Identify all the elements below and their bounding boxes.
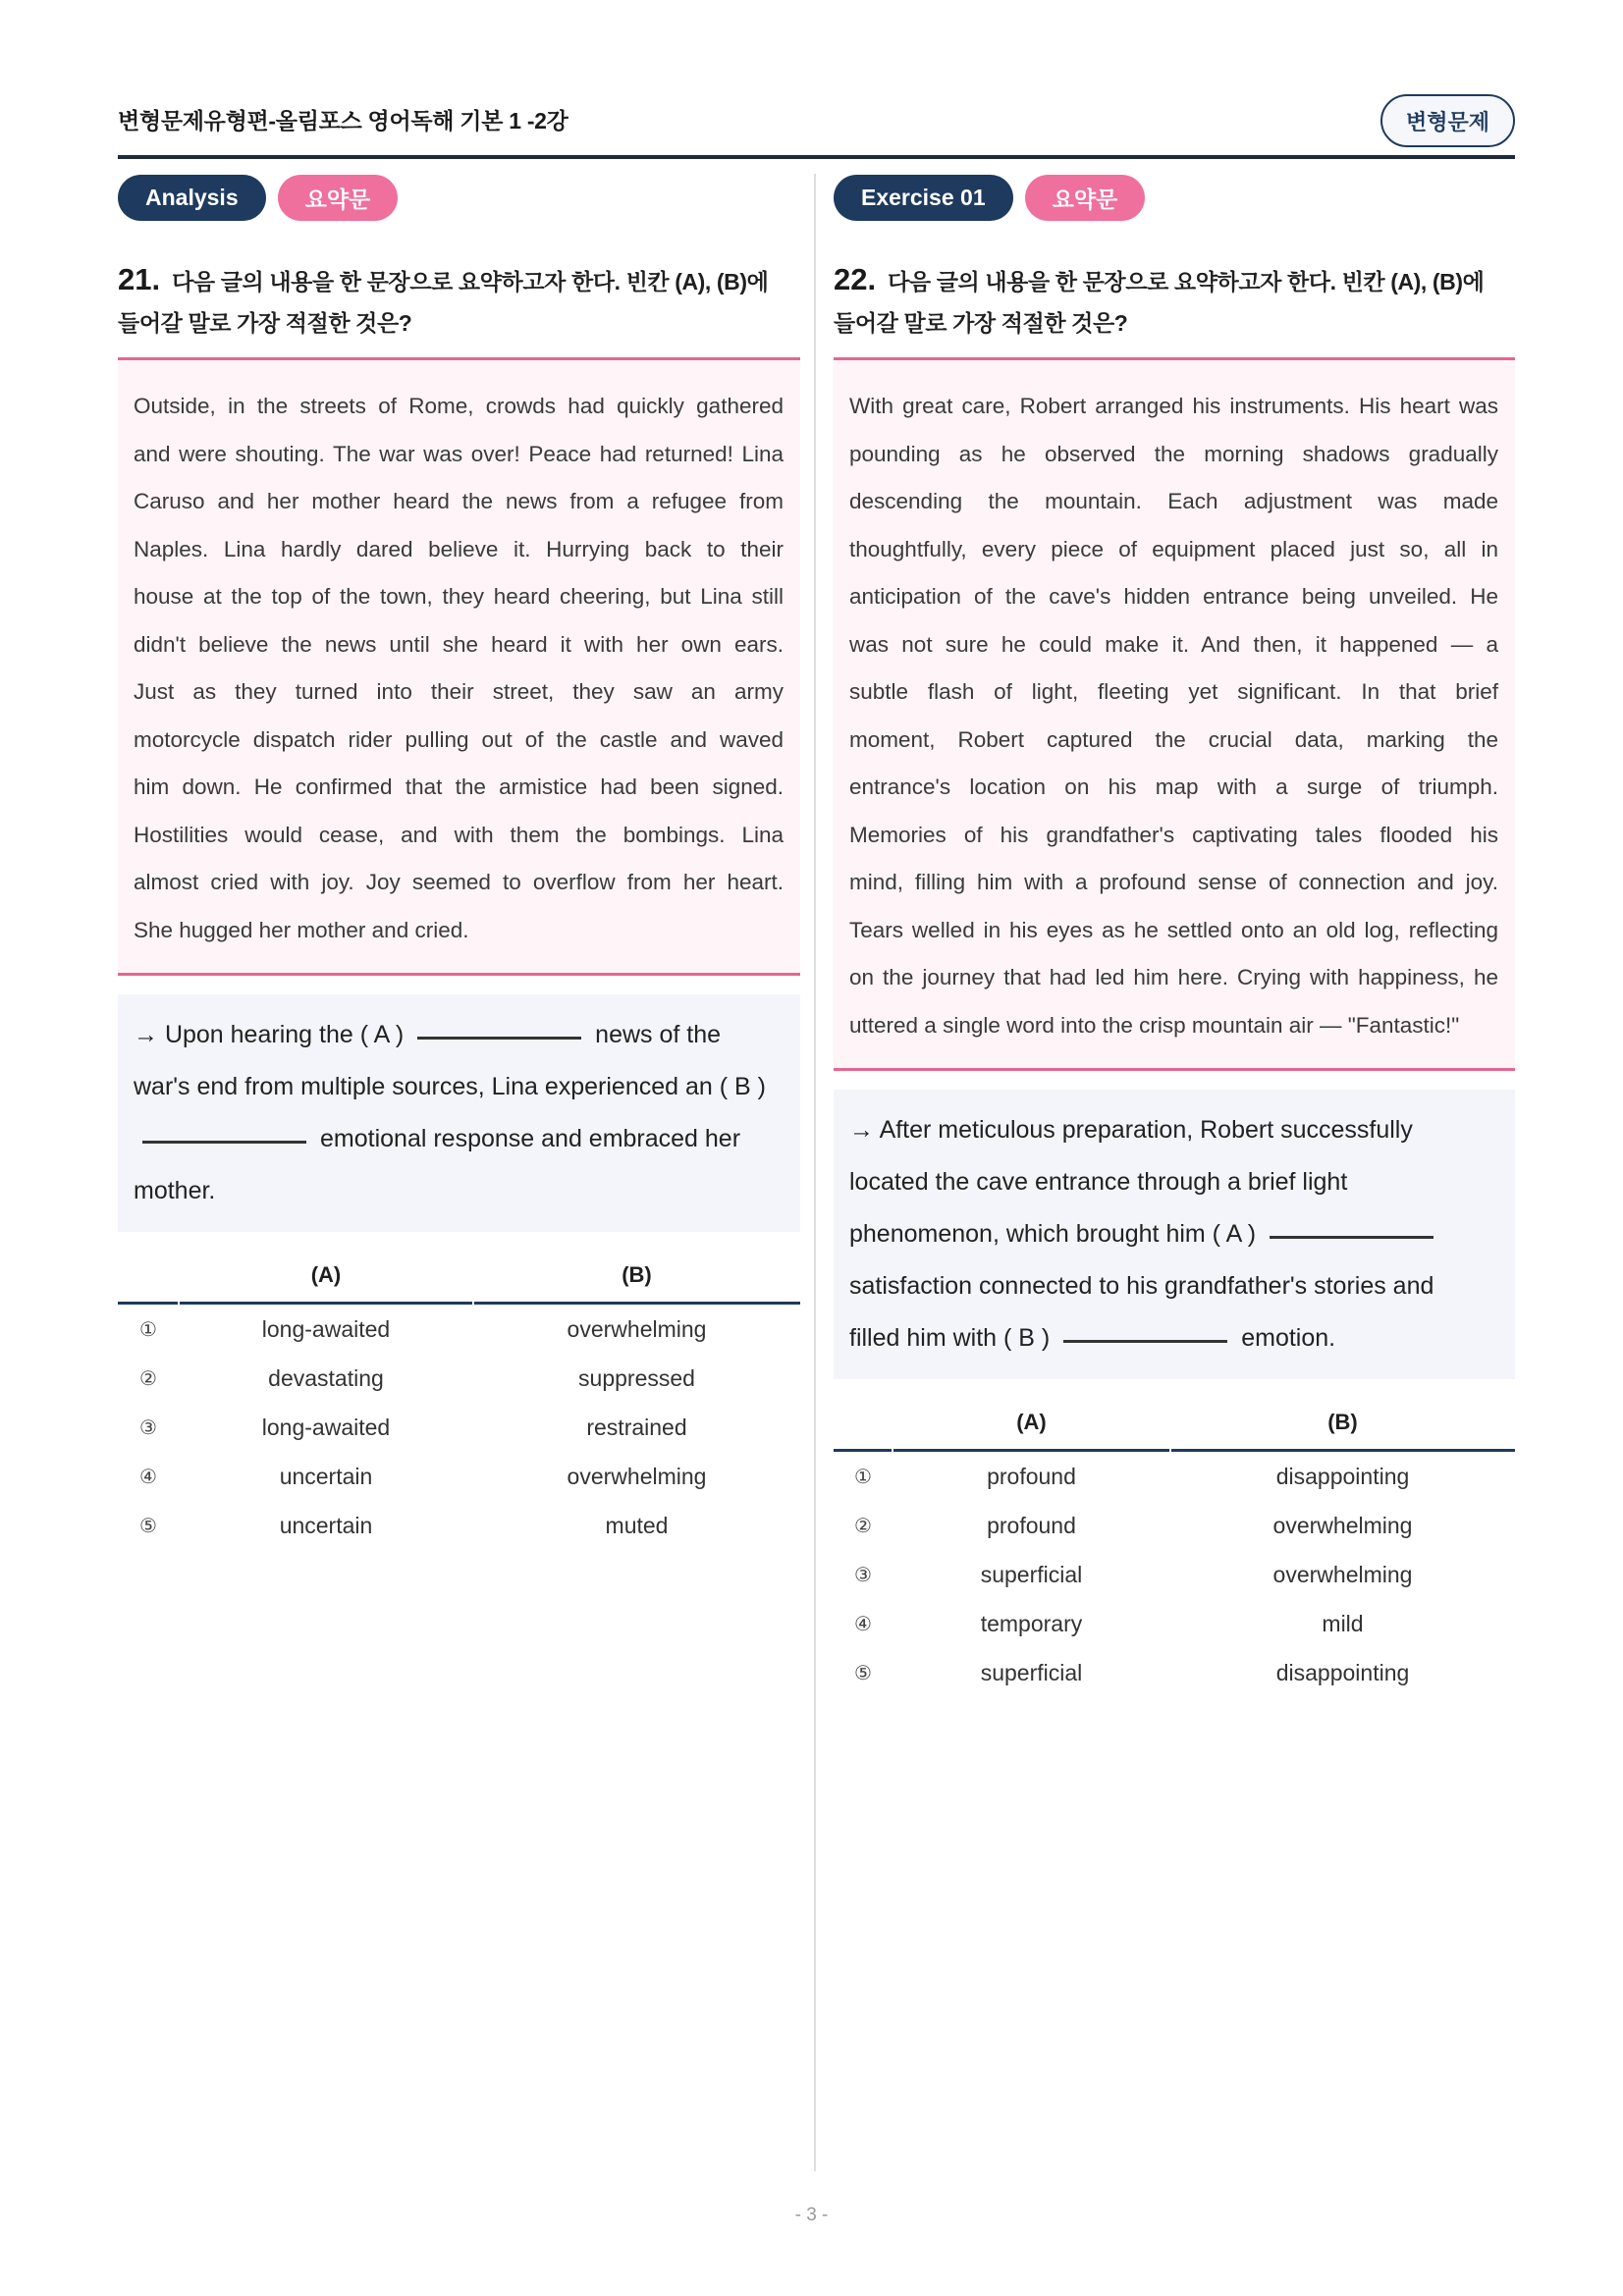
exercise-column bbox=[834, 175, 1515, 1697]
option-a-word: uncertain bbox=[279, 1512, 373, 1538]
option-number: ③ bbox=[854, 1563, 872, 1586]
option-a-word: profound bbox=[987, 1463, 1076, 1489]
options-header-number bbox=[118, 1248, 179, 1305]
summary-text: phenomenon, which brought him ( A ) bbox=[849, 1220, 1257, 1248]
summary-line bbox=[849, 1312, 1499, 1364]
passage-line: Naples. Lina hardly dared believe it. Hurrying back to their bbox=[134, 536, 784, 561]
passage-line: uttered a single word into the crisp mountain air — "Fantastic!" bbox=[849, 1012, 1460, 1038]
reading-passage bbox=[118, 357, 800, 976]
question-prompt bbox=[834, 257, 1515, 346]
reading-passage bbox=[834, 357, 1515, 1071]
summary-sentence-box bbox=[118, 994, 800, 1232]
answer-blank bbox=[1063, 1340, 1227, 1343]
answer-blank bbox=[142, 1141, 306, 1144]
option-b-word: mild bbox=[1322, 1610, 1364, 1636]
option-row bbox=[834, 1501, 1515, 1550]
passage-line: Tears welled in his eyes as he settled onto an old log, reflecting bbox=[849, 917, 1498, 942]
summary-line bbox=[134, 1113, 784, 1165]
option-number: ⑤ bbox=[854, 1661, 872, 1684]
option-b-word: muted bbox=[605, 1512, 669, 1538]
passage-line: anticipation of the cave's hidden entrance being unveiled. He bbox=[849, 584, 1498, 609]
option-b-word: overwhelming bbox=[567, 1463, 707, 1489]
option-b-word: disappointing bbox=[1275, 1463, 1410, 1489]
passage-line: With great care, Robert arranged his instruments. His heart was bbox=[849, 394, 1498, 418]
option-number: ① bbox=[139, 1317, 157, 1341]
option-row bbox=[834, 1648, 1515, 1697]
passage-line: entrance's location on his map with a surge of triumph. bbox=[849, 774, 1498, 799]
passage-line: on the journey that had led him here. Crying with happiness, he bbox=[849, 965, 1498, 989]
passage-line: She hugged her mother and cried. bbox=[134, 917, 469, 942]
document-title: 변형문제유형편-올림포스 영어독해 기본 1 -2강 bbox=[118, 108, 568, 133]
option-a-word: superficial bbox=[980, 1659, 1083, 1685]
options-header-a: (A) bbox=[179, 1248, 473, 1305]
passage-line: Memories of his grandfather's captivating tales flooded his bbox=[849, 822, 1498, 847]
passage-line: descending the mountain. Each adjustment was made bbox=[849, 489, 1498, 513]
option-number: ② bbox=[854, 1514, 872, 1537]
option-row bbox=[834, 1550, 1515, 1599]
summary-line bbox=[849, 1156, 1499, 1208]
option-b-word: overwhelming bbox=[1272, 1512, 1413, 1538]
option-b-word: restrained bbox=[586, 1414, 687, 1440]
question-type-tag: 요약문 bbox=[1025, 175, 1146, 221]
options-body bbox=[118, 1305, 800, 1550]
passage-line: him down. He confirmed that the armistice had been signed. bbox=[134, 774, 784, 799]
options-header-number bbox=[834, 1395, 893, 1452]
options-header-b: (B) bbox=[473, 1248, 800, 1305]
passage-line: mind, filling him with a profound sense of connection and joy. bbox=[849, 870, 1498, 894]
summary-text: located the cave entrance through a brief light bbox=[849, 1168, 1348, 1196]
tag-row bbox=[834, 175, 1515, 221]
option-row bbox=[118, 1354, 800, 1403]
summary-text: emotional response and embraced her bbox=[320, 1125, 741, 1152]
summary-text: filled him with ( B ) bbox=[849, 1324, 1051, 1352]
option-row bbox=[834, 1599, 1515, 1648]
analysis-column bbox=[118, 175, 800, 1550]
option-a-word: long-awaited bbox=[261, 1414, 391, 1440]
tag-row bbox=[118, 175, 800, 221]
document-type-badge: 변형문제 bbox=[1380, 94, 1515, 147]
question-line bbox=[834, 257, 1515, 301]
option-number: ⑤ bbox=[139, 1514, 157, 1537]
option-a-word: long-awaited bbox=[261, 1315, 391, 1342]
summary-line bbox=[849, 1260, 1499, 1312]
question-number: 21. bbox=[118, 262, 161, 296]
passage-line: and were shouting. The war was over! Peace had returned! Lina bbox=[134, 441, 784, 466]
option-number: ① bbox=[854, 1465, 872, 1488]
passage-line: was not sure he could make it. And then, it happened — a bbox=[849, 631, 1498, 657]
passage-line: pounding as he observed the morning shadows gradually bbox=[849, 441, 1498, 466]
question-text: 다음 글의 내용을 한 문장으로 요약하고자 한다. 빈칸 (A), (B)에 bbox=[888, 269, 1485, 294]
question-prompt bbox=[118, 257, 800, 346]
option-a-word: temporary bbox=[980, 1610, 1083, 1636]
option-b-word: suppressed bbox=[578, 1364, 695, 1391]
option-a-word: devastating bbox=[268, 1364, 384, 1391]
summary-line bbox=[849, 1104, 1499, 1156]
option-number: ④ bbox=[854, 1612, 872, 1635]
option-a-word: profound bbox=[987, 1512, 1076, 1538]
answer-options-table bbox=[118, 1248, 800, 1550]
question-text: 들어갈 말로 가장 적절한 것은? bbox=[118, 310, 412, 336]
passage-line: subtle flash of light, fleeting yet significant. In that brief bbox=[849, 679, 1498, 704]
passage-line: motorcycle dispatch rider pulling out of the castle and waved bbox=[134, 726, 784, 752]
option-b-word: disappointing bbox=[1275, 1659, 1410, 1685]
summary-text: war's end from multiple sources, Lina experienced an ( B ) bbox=[134, 1073, 766, 1100]
passage-line: moment, Robert captured the crucial data, marking the bbox=[849, 726, 1498, 752]
option-a-word: superficial bbox=[980, 1561, 1083, 1587]
answer-blank bbox=[1270, 1236, 1434, 1239]
option-a-word: uncertain bbox=[279, 1463, 373, 1489]
column-divider bbox=[814, 174, 816, 2171]
option-row bbox=[118, 1452, 800, 1501]
option-row bbox=[834, 1452, 1515, 1501]
option-row bbox=[118, 1305, 800, 1354]
summary-text: emotion. bbox=[1241, 1324, 1336, 1352]
options-header-row bbox=[118, 1248, 800, 1305]
summary-sentence-box bbox=[834, 1090, 1515, 1379]
options-header-b: (B) bbox=[1170, 1395, 1515, 1452]
section-tag: Exercise 01 bbox=[834, 175, 1013, 221]
summary-line bbox=[134, 1061, 784, 1113]
options-header-a: (A) bbox=[893, 1395, 1170, 1452]
passage-line: Caruso and her mother heard the news from a refugee from bbox=[134, 489, 784, 513]
passage-line: almost cried with joy. Joy seemed to overflow from her heart. bbox=[134, 870, 784, 894]
option-b-word: overwhelming bbox=[1272, 1561, 1413, 1587]
page-number: - 3 - bbox=[794, 2205, 829, 2225]
header-divider bbox=[118, 155, 1515, 159]
summary-line bbox=[134, 1009, 784, 1061]
option-number: ③ bbox=[139, 1415, 157, 1439]
summary-text: → Upon hearing the ( A ) bbox=[134, 1021, 405, 1048]
question-number: 22. bbox=[834, 262, 877, 296]
passage-line: thoughtfully, every piece of equipment placed just so, all in bbox=[849, 536, 1498, 561]
option-row bbox=[118, 1501, 800, 1550]
question-type-tag: 요약문 bbox=[278, 175, 399, 221]
summary-text: → After meticulous preparation, Robert successfully bbox=[849, 1116, 1413, 1144]
answer-blank bbox=[417, 1037, 581, 1040]
options-body bbox=[834, 1452, 1515, 1697]
passage-line: Hostilities would cease, and with them the bombings. Lina bbox=[134, 822, 784, 847]
summary-line bbox=[849, 1208, 1499, 1260]
option-b-word: overwhelming bbox=[567, 1315, 707, 1342]
answer-options-table bbox=[834, 1395, 1515, 1697]
summary-text: news of the bbox=[595, 1021, 722, 1048]
option-number: ② bbox=[139, 1366, 157, 1390]
passage-line: didn't believe the news until she heard it with her own ears. bbox=[134, 631, 784, 657]
summary-text: satisfaction connected to his grandfather's stories and bbox=[849, 1272, 1434, 1300]
summary-line bbox=[134, 1165, 784, 1217]
passage-line: Outside, in the streets of Rome, crowds had quickly gathered bbox=[134, 394, 784, 418]
options-header-row bbox=[834, 1395, 1515, 1452]
question-text: 다음 글의 내용을 한 문장으로 요약하고자 한다. 빈칸 (A), (B)에 bbox=[172, 269, 769, 294]
summary-text: mother. bbox=[134, 1177, 216, 1204]
passage-line: house at the top of the town, they heard cheering, but Lina still bbox=[134, 584, 784, 609]
question-line bbox=[118, 257, 800, 301]
option-number: ④ bbox=[139, 1465, 157, 1488]
section-tag: Analysis bbox=[118, 175, 266, 221]
option-row bbox=[118, 1403, 800, 1452]
passage-line: Just as they turned into their street, they saw an army bbox=[134, 679, 784, 704]
question-text: 들어갈 말로 가장 적절한 것은? bbox=[834, 310, 1128, 336]
